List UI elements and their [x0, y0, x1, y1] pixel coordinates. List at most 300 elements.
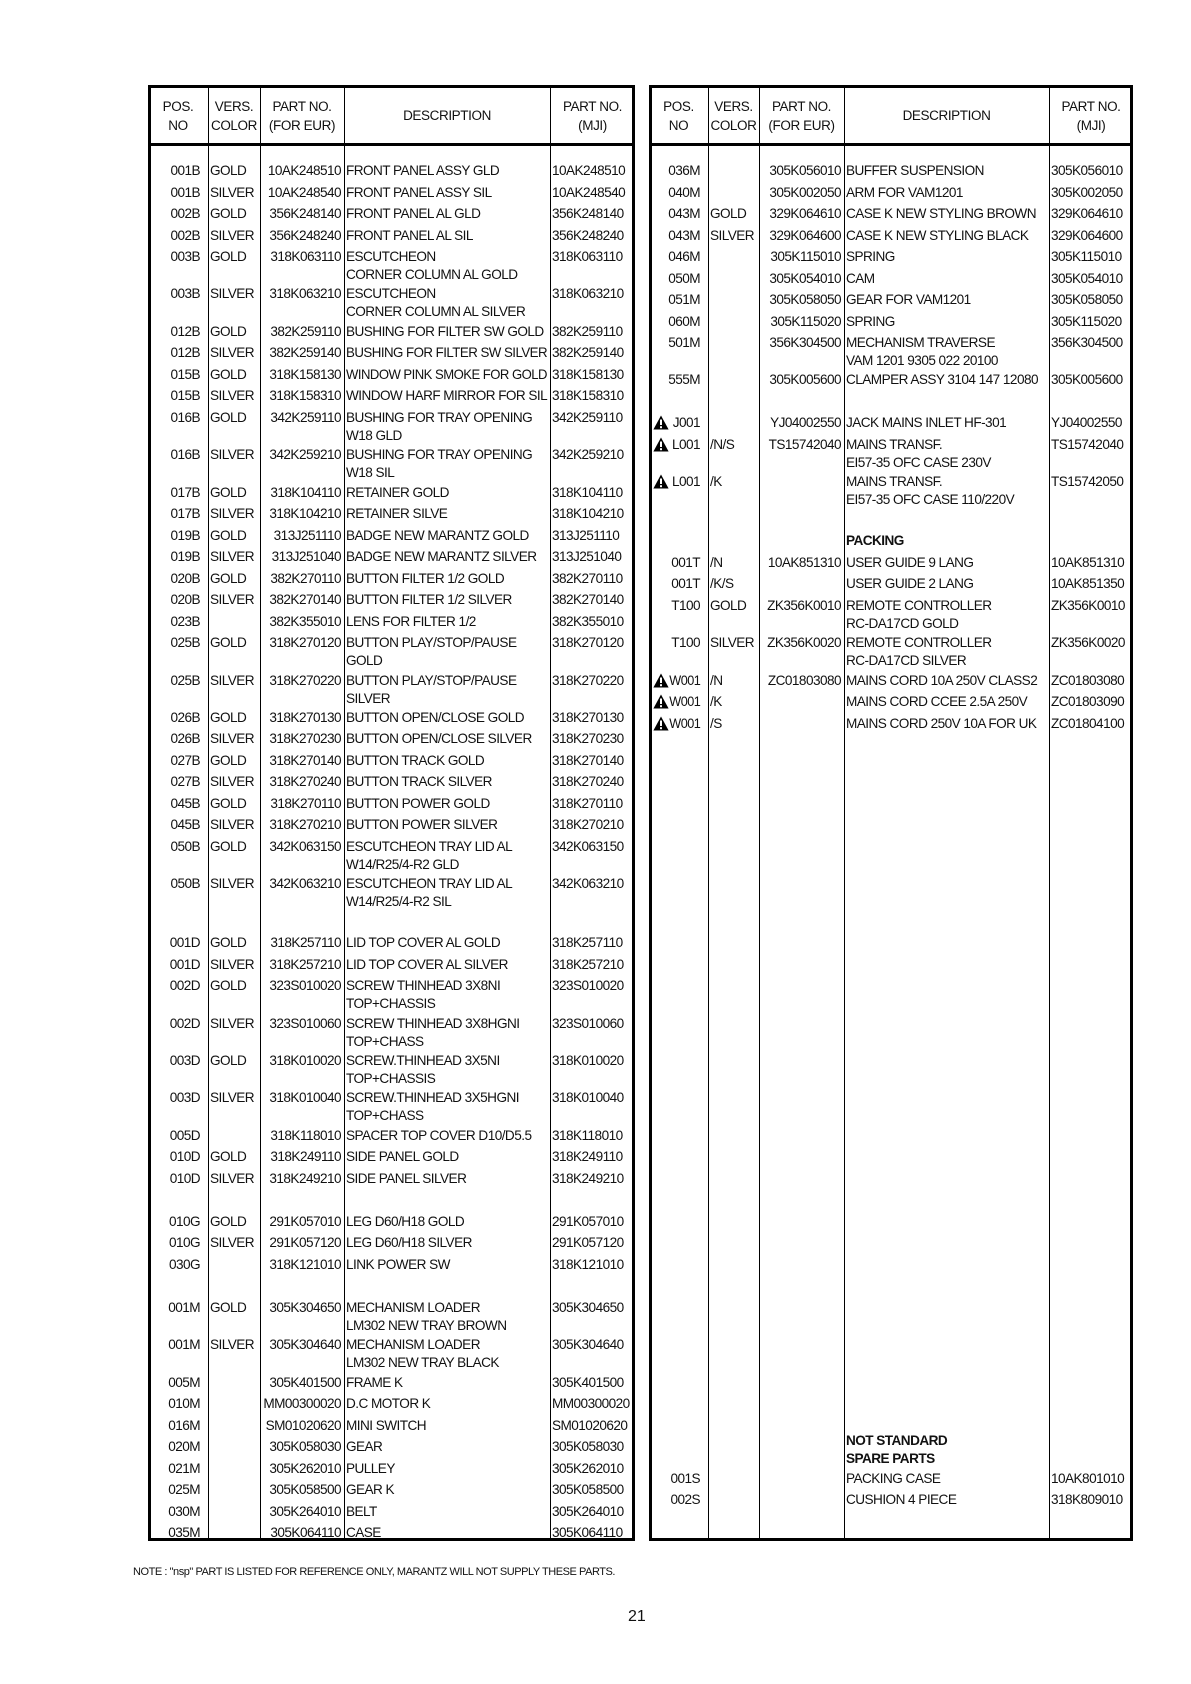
version-color: /K — [710, 694, 722, 709]
part-no-eur: 382K355010 — [269, 613, 341, 629]
description: SPARE PARTS — [846, 1451, 935, 1467]
pos-no: 012B — [170, 345, 200, 361]
part-no-eur: 342K259210 — [269, 447, 341, 463]
part-no-eur: TS15742040 — [768, 436, 841, 452]
table-row — [652, 332, 1130, 368]
header-vers-line: VERS. — [214, 98, 254, 114]
part-no-eur: 305K264010 — [269, 1503, 341, 1519]
part-no-eur: ZK356K0010 — [767, 597, 841, 613]
description: CASE — [346, 1525, 381, 1541]
pos-no: 045B — [170, 817, 200, 833]
part-no-eur: 318K270130 — [269, 709, 341, 725]
part-no-eur: 356K248240 — [269, 227, 341, 243]
table-row — [151, 1334, 632, 1371]
version-color: GOLD — [210, 1213, 247, 1229]
description: PULLEY — [346, 1460, 395, 1476]
part-no-mji: 291K057120 — [552, 1235, 624, 1251]
table-row — [151, 444, 632, 481]
pos-no: 010G — [168, 1235, 200, 1251]
part-no-eur: 382K270110 — [270, 570, 341, 586]
pos-no: 015B — [170, 366, 200, 382]
table-row — [652, 289, 1130, 310]
table-row — [652, 573, 1130, 594]
part-no-mji: 318K104110 — [552, 484, 623, 500]
description: SCREW.THINHEAD 3X5HGNI — [346, 1090, 519, 1106]
part-no-eur: 318K270230 — [269, 731, 341, 747]
description: BUTTON PLAY/STOP/PAUSE — [346, 672, 517, 688]
part-no-mji: ZK356K0010 — [1051, 597, 1125, 613]
part-no-eur: 318K270220 — [269, 672, 341, 688]
version-color: GOLD — [210, 1299, 247, 1315]
part-no-mji: 10AK851310 — [1051, 554, 1125, 570]
table-row — [151, 814, 632, 835]
part-no-mji: MM00300020 — [552, 1396, 630, 1412]
part-no-eur: 318K249210 — [269, 1170, 341, 1186]
version-color: GOLD — [210, 366, 247, 382]
table-row — [151, 611, 632, 632]
part-no-eur: 342K259110 — [270, 409, 341, 425]
header-part-no-eur-line: PART NO. — [272, 98, 332, 114]
description: MECHANISM TRAVERSE — [846, 335, 995, 350]
version-color: GOLD — [210, 709, 247, 725]
part-no-eur: MM00300020 — [263, 1396, 341, 1412]
pos-no: 501M — [668, 335, 700, 350]
description: SPRING — [846, 313, 895, 329]
part-no-mji: 10AK248510 — [552, 163, 626, 178]
table-row — [151, 385, 632, 406]
description: SCREW THINHEAD 3X8HGNI — [346, 1015, 520, 1031]
pos-no: W001 — [668, 694, 700, 709]
pos-no: 040M — [668, 184, 700, 200]
version-color: /S — [710, 715, 722, 731]
version-color: GOLD — [210, 635, 247, 651]
description: GEAR FOR VAM1201 — [846, 292, 971, 307]
part-no-eur: 329K064610 — [769, 206, 841, 221]
description: LID TOP COVER AL SILVER — [346, 956, 508, 972]
part-no-eur: 318K104210 — [269, 506, 341, 522]
table-row — [151, 836, 632, 872]
description: TOP+CHASSIS — [346, 1071, 436, 1086]
header-divider — [652, 143, 1130, 146]
pos-no: 027B — [170, 752, 200, 768]
part-no-mji: 318K270140 — [552, 752, 624, 768]
version-color: SILVER — [210, 184, 255, 200]
part-no-eur: 323S010020 — [269, 978, 341, 994]
part-no-mji: 318K010020 — [552, 1053, 624, 1068]
description: SPACER TOP COVER D10/D5.5 — [346, 1127, 532, 1143]
part-no-mji: 305K304650 — [552, 1299, 624, 1315]
part-no-mji: TS15742040 — [1051, 436, 1124, 452]
table-row — [652, 369, 1130, 390]
pos-no: 020B — [170, 570, 200, 586]
table-row — [652, 713, 1130, 734]
part-no-mji: 356K248240 — [552, 227, 624, 243]
part-no-eur: 318K063210 — [269, 286, 341, 302]
description: BUTTON PLAY/STOP/PAUSE — [346, 635, 517, 651]
version-color: SILVER — [210, 286, 255, 302]
version-color: SILVER — [210, 956, 255, 972]
pos-no: L001 — [671, 436, 700, 452]
version-color: /N/S — [710, 436, 735, 452]
pos-no: 002S — [670, 1492, 700, 1507]
header-vers-line: VERS. — [714, 98, 753, 114]
table-row — [652, 691, 1130, 712]
part-no-eur: 318K270120 — [269, 635, 341, 651]
part-no-mji: 318K104210 — [552, 506, 624, 522]
pos-no: 010G — [168, 1213, 200, 1229]
part-no-mji: ZK356K0020 — [1051, 635, 1125, 651]
part-no-eur: 10AK851310 — [767, 554, 841, 570]
version-color: GOLD — [210, 163, 247, 178]
description: FRONT PANEL AL GLD — [346, 206, 481, 221]
version-color: /K/S — [710, 576, 734, 592]
description: BUTTON POWER SILVER — [346, 817, 498, 833]
part-no-mji: 382K259110 — [552, 323, 623, 339]
part-no-mji: 313J251040 — [552, 549, 622, 565]
header-part-no-mji-line: PART NO. — [1061, 98, 1121, 114]
description: MECHANISM LOADER — [346, 1299, 480, 1315]
version-color: SILVER — [210, 447, 255, 463]
description: D.C MOTOR K — [346, 1396, 431, 1412]
table-row — [151, 707, 632, 728]
part-no-eur: 10AK248510 — [267, 163, 341, 178]
part-no-mji: 318K270240 — [552, 774, 624, 790]
description: BUTTON FILTER 1/2 SILVER — [346, 592, 512, 608]
description: MAINS CORD 250V 10A FOR UK — [846, 715, 1037, 731]
pos-no: 016B — [170, 409, 200, 425]
header-part-no-mji-line: (MJI) — [1076, 117, 1106, 133]
part-no-eur: 318K270240 — [269, 774, 341, 790]
version-color: SILVER — [210, 592, 255, 608]
header-vers — [708, 88, 759, 143]
pos-no: 025B — [170, 672, 200, 688]
version-color: GOLD — [210, 752, 247, 768]
description: CASE K NEW STYLING BROWN — [846, 206, 1036, 221]
description: WINDOW HARF MIRROR FOR SIL — [346, 388, 548, 404]
part-no-eur: 305K115020 — [770, 313, 841, 329]
blank-row — [151, 1189, 632, 1210]
part-no-mji: 318K270210 — [552, 817, 624, 833]
part-no-eur: 313J251110 — [273, 527, 341, 543]
table-row — [151, 1232, 632, 1253]
description: MAINS TRANSF. — [846, 474, 943, 490]
table-row — [652, 203, 1130, 224]
table-row — [652, 434, 1130, 470]
part-no-mji: SM01020620 — [552, 1417, 628, 1433]
part-no-eur: 318K158130 — [269, 366, 341, 382]
version-color: SILVER — [710, 635, 755, 651]
warning-triangle-icon — [653, 437, 669, 452]
description: NOT STANDARD — [846, 1433, 948, 1449]
part-no-mji: 318K809010 — [1051, 1492, 1123, 1507]
part-no-eur: 305K056010 — [769, 163, 841, 178]
part-no-mji: 305K304640 — [552, 1337, 624, 1353]
description: W18 GLD — [346, 427, 402, 443]
table-row — [652, 246, 1130, 267]
part-no-mji: 313J251110 — [552, 527, 620, 543]
table-row — [151, 568, 632, 589]
part-no-eur: 305K054010 — [769, 270, 841, 286]
part-no-eur: 291K057120 — [269, 1235, 341, 1251]
description: MAINS CORD 10A 250V CLASS2 — [846, 672, 1038, 688]
description: ESCUTCHEON TRAY LID AL — [346, 838, 513, 854]
part-no-mji: 329K064610 — [1051, 206, 1123, 221]
part-no-eur: YJ04002550 — [770, 415, 841, 431]
part-no-mji: 382K270140 — [552, 592, 624, 608]
header-part-no-eur-line: (FOR EUR) — [768, 117, 835, 133]
part-no-eur: 382K259110 — [270, 323, 341, 339]
part-no-mji: 10AK801010 — [1051, 1470, 1125, 1486]
header-pos — [649, 88, 708, 143]
version-color: SILVER — [210, 876, 255, 892]
pos-no: 020B — [170, 592, 200, 608]
description: BUSHING FOR FILTER SW GOLD — [346, 323, 544, 339]
part-no-eur: 305K304640 — [269, 1337, 341, 1353]
description: ESCUTCHEON TRAY LID AL — [346, 876, 513, 892]
description: BUSHING FOR FILTER SW SILVER — [346, 345, 548, 361]
part-no-mji: 382K355010 — [552, 613, 624, 629]
description: LINK POWER SW — [346, 1256, 450, 1272]
table-row — [151, 225, 632, 246]
pos-no: 025B — [170, 635, 200, 651]
table-row — [652, 632, 1130, 669]
table-row — [151, 1013, 632, 1049]
table-row — [652, 670, 1130, 691]
version-color: GOLD — [710, 206, 747, 221]
table-row — [652, 412, 1130, 433]
description: GEAR — [346, 1439, 383, 1455]
table-row — [151, 1372, 632, 1393]
part-no-mji: 382K259140 — [552, 345, 624, 361]
pos-no: 035M — [168, 1525, 200, 1541]
part-no-eur: 329K064600 — [769, 227, 841, 243]
description: GOLD — [346, 653, 383, 669]
pos-no: 003B — [170, 249, 200, 264]
part-no-mji: 305K064110 — [552, 1525, 623, 1541]
part-no-eur: 305K304650 — [269, 1299, 341, 1315]
pos-no: 016M — [168, 1417, 200, 1433]
description: PACKING — [846, 533, 904, 549]
pos-no: 060M — [668, 313, 700, 329]
table-row — [151, 1297, 632, 1333]
pos-no: 030G — [168, 1256, 200, 1272]
table-row — [652, 471, 1130, 508]
part-no-mji: 318K158130 — [552, 366, 624, 382]
version-color: GOLD — [210, 409, 247, 425]
warning-triangle-icon — [653, 716, 669, 731]
version-color: SILVER — [210, 731, 255, 747]
description: FRONT PANEL ASSY SIL — [346, 184, 492, 200]
part-no-mji: TS15742050 — [1051, 474, 1124, 490]
part-no-eur: 318K010020 — [269, 1053, 341, 1068]
description: W18 SIL — [346, 465, 395, 481]
part-no-eur: 342K063150 — [269, 838, 341, 854]
table-row — [151, 1501, 632, 1522]
pos-no: 026B — [170, 731, 200, 747]
part-no-mji: 318K010040 — [552, 1090, 624, 1106]
part-no-eur: 323S010060 — [269, 1015, 341, 1031]
description: BUTTON POWER GOLD — [346, 795, 490, 811]
table-row — [151, 793, 632, 814]
pos-no: 003D — [169, 1053, 200, 1068]
description: CLAMPER ASSY 3104 147 12080 — [846, 372, 1038, 388]
part-no-eur: 305K064110 — [270, 1525, 341, 1541]
part-no-eur: 318K257210 — [269, 956, 341, 972]
description: BUTTON TRACK SILVER — [346, 774, 492, 790]
part-no-mji: 305K115010 — [1051, 249, 1122, 264]
part-no-eur: 318K121010 — [269, 1256, 341, 1272]
part-no-eur: 318K249110 — [270, 1149, 341, 1165]
header-part-no-mji — [1049, 88, 1133, 143]
part-no-mji: 342K063150 — [552, 838, 624, 854]
part-no-mji: 329K064600 — [1051, 227, 1123, 243]
table-row — [151, 1087, 632, 1124]
pos-no: 555M — [668, 372, 700, 388]
pos-no: 005M — [168, 1374, 200, 1390]
pos-no: 010D — [169, 1149, 200, 1165]
description: BELT — [346, 1503, 377, 1519]
version-color: GOLD — [210, 206, 247, 221]
version-color: GOLD — [710, 597, 747, 613]
part-no-eur: 318K257110 — [270, 935, 341, 951]
version-color: SILVER — [210, 817, 255, 833]
pos-no: 015B — [170, 388, 200, 404]
description: ESCUTCHEON — [346, 286, 436, 302]
table-row — [151, 873, 632, 910]
part-no-mji: ZC01803090 — [1051, 694, 1125, 709]
pos-no: 003B — [170, 286, 200, 302]
description: CASE K NEW STYLING BLACK — [846, 227, 1029, 243]
description: CAM — [846, 270, 875, 286]
pos-no: 045B — [170, 795, 200, 811]
blank-row — [151, 1275, 632, 1296]
pos-no: 016B — [170, 447, 200, 463]
blank-row — [652, 391, 1130, 412]
pos-no: 001D — [169, 956, 200, 972]
part-no-eur: 356K248140 — [269, 206, 341, 221]
version-color: GOLD — [210, 484, 247, 500]
pos-no: 051M — [668, 292, 700, 307]
header-part-no-mji-line: PART NO. — [562, 98, 623, 114]
description: BUSHING FOR TRAY OPENING — [346, 447, 533, 463]
pos-no: 021M — [168, 1460, 200, 1476]
table-row — [151, 182, 632, 203]
header-pos-line: NO — [168, 117, 188, 133]
version-color: SILVER — [210, 774, 255, 790]
pos-no: 010M — [168, 1396, 200, 1412]
part-no-eur: ZC01803080 — [767, 672, 841, 688]
version-color: GOLD — [210, 795, 247, 811]
table-row — [652, 1489, 1130, 1510]
description: SPRING — [846, 249, 895, 264]
blank-row — [151, 911, 632, 932]
description: MINI SWITCH — [346, 1417, 427, 1433]
version-color: /K — [710, 474, 722, 490]
pos-no: J001 — [672, 415, 700, 431]
description: ARM FOR VAM1201 — [846, 184, 963, 200]
parts-table-right — [649, 85, 1133, 1541]
version-color: SILVER — [710, 227, 755, 243]
description: WINDOW PINK SMOKE FOR GOLD — [346, 366, 547, 382]
table-row — [151, 203, 632, 224]
header-divider — [151, 143, 632, 146]
part-no-mji: 291K057010 — [552, 1213, 624, 1229]
pos-no: 027B — [170, 774, 200, 790]
pos-no: 030M — [168, 1503, 200, 1519]
description: CORNER COLUMN AL GOLD — [346, 267, 518, 282]
table-row — [151, 1415, 632, 1436]
pos-no: 001B — [170, 184, 200, 200]
table-row — [151, 1479, 632, 1500]
header-part-no-eur — [759, 88, 844, 143]
pos-no: 020M — [168, 1439, 200, 1455]
description: SIDE PANEL SILVER — [346, 1170, 467, 1186]
description: BUTTON FILTER 1/2 GOLD — [346, 570, 505, 586]
part-no-mji: 323S010060 — [552, 1015, 624, 1031]
pos-no: 003D — [169, 1090, 200, 1106]
description: LEG D60/H18 SILVER — [346, 1235, 472, 1251]
version-color: SILVER — [210, 227, 255, 243]
part-no-mji: 382K270110 — [552, 570, 623, 586]
part-no-mji: 342K259210 — [552, 447, 624, 463]
table-row — [151, 1125, 632, 1146]
pos-no: W001 — [668, 715, 700, 731]
header-part-no-mji — [550, 88, 635, 143]
description: FRAME K — [346, 1374, 403, 1390]
description: ESCUTCHEON — [346, 249, 436, 264]
description: RETAINER SILVE — [346, 506, 448, 522]
part-no-mji: 305K401500 — [552, 1374, 624, 1390]
part-no-eur: 318K104110 — [270, 484, 341, 500]
pos-no: 001T — [671, 554, 700, 570]
part-no-mji: 318K270230 — [552, 731, 624, 747]
description: SCREW THINHEAD 3X8NI — [346, 978, 501, 994]
description: CUSHION 4 PIECE — [846, 1492, 957, 1507]
pos-no: 005D — [169, 1127, 200, 1143]
part-no-eur: 342K063210 — [269, 876, 341, 892]
version-color: SILVER — [210, 388, 255, 404]
part-no-eur: 318K270110 — [270, 795, 341, 811]
description: TOP+CHASSIS — [346, 996, 436, 1012]
part-no-eur: 382K270140 — [269, 592, 341, 608]
part-no-mji: 318K249210 — [552, 1170, 624, 1186]
description: USER GUIDE 2 LANG — [846, 576, 974, 592]
pos-no: 036M — [668, 163, 700, 178]
pos-no: 050M — [668, 270, 700, 286]
part-no-mji: 305K058500 — [552, 1482, 624, 1498]
table-row — [652, 182, 1130, 203]
description: BUTTON TRACK GOLD — [346, 752, 485, 768]
version-color: GOLD — [210, 1149, 247, 1165]
pos-no: 002D — [169, 978, 200, 994]
table-row — [151, 1436, 632, 1457]
header-part-no-eur-line: PART NO. — [771, 98, 832, 114]
table-row — [151, 589, 632, 610]
part-no-mji: 318K121010 — [552, 1256, 624, 1272]
description: MAINS TRANSF. — [846, 436, 943, 452]
part-no-mji: 305K054010 — [1051, 270, 1123, 286]
pos-no: 002B — [170, 206, 200, 221]
description: VAM 1201 9305 022 20100 — [846, 353, 998, 368]
part-no-eur: 318K158310 — [269, 388, 341, 404]
description: GEAR K — [346, 1482, 395, 1498]
description: LM302 NEW TRAY BLACK — [346, 1355, 499, 1371]
version-color: SILVER — [210, 506, 255, 522]
description: JACK MAINS INLET HF-301 — [846, 415, 1007, 431]
table-row — [151, 525, 632, 546]
description: W14/R25/4-R2 SIL — [346, 894, 452, 910]
pos-no: 001T — [671, 576, 700, 592]
